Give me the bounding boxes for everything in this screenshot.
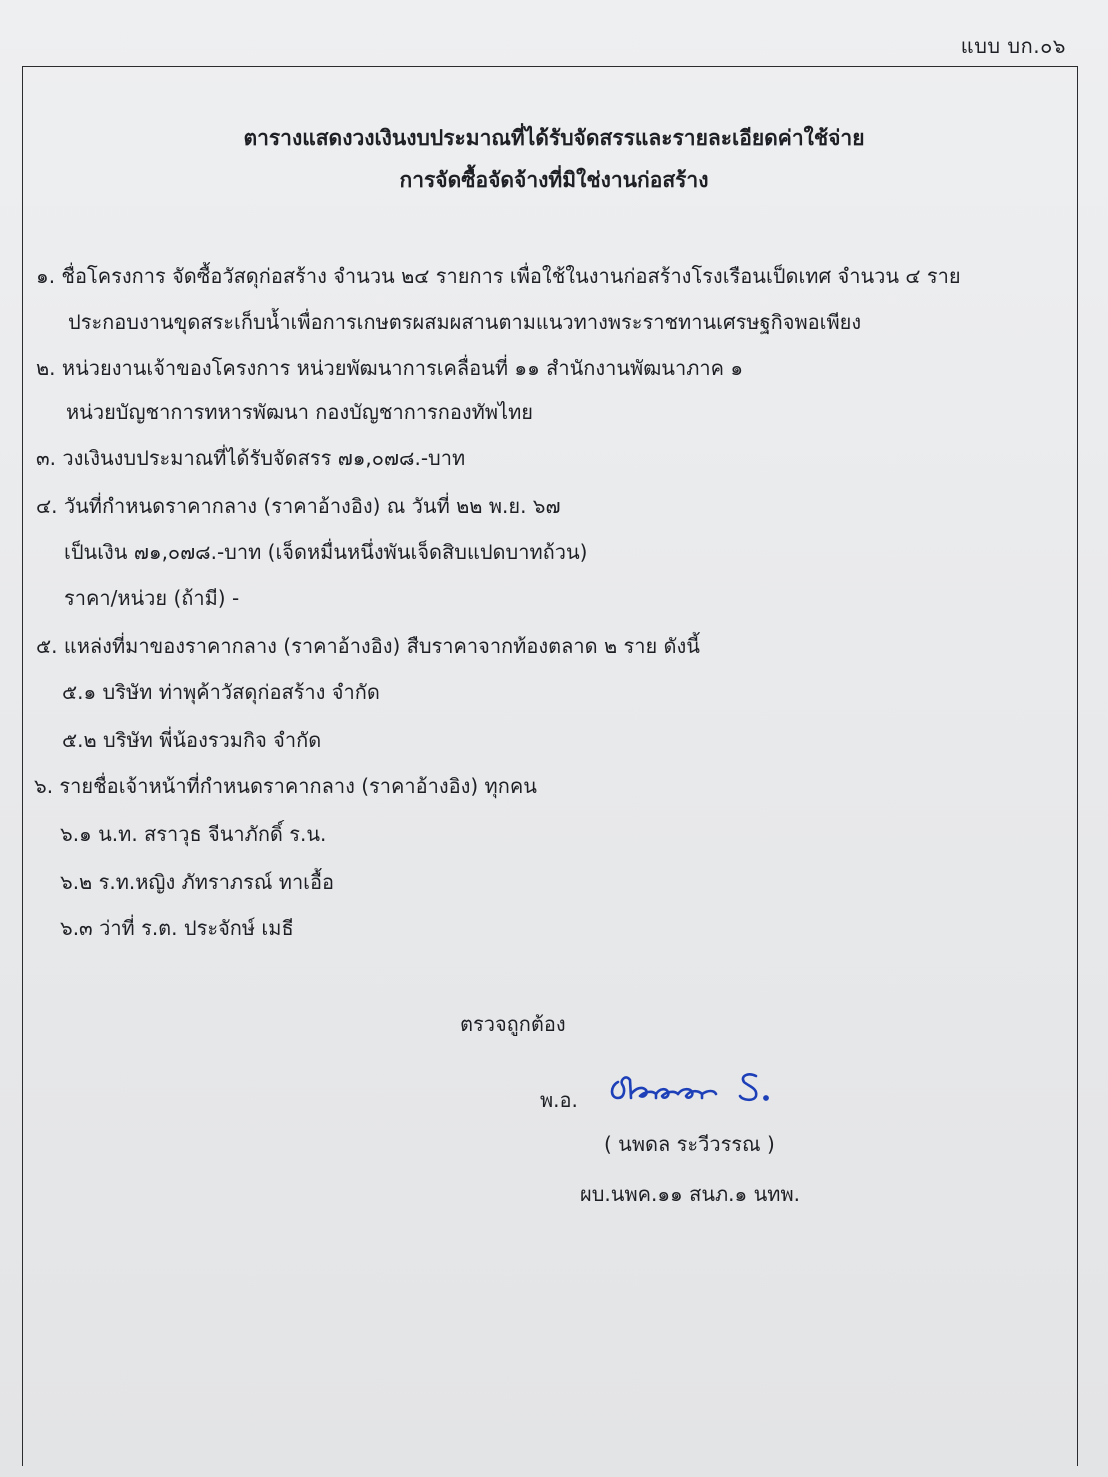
signer-position: ผบ.นพค.๑๑ สนภ.๑ นทพ.: [580, 1182, 800, 1206]
item-2-owner-unit-cont: หน่วยบัญชาการทหารพัฒนา กองบัญชาการกองทัพไทย: [66, 400, 534, 424]
form-code: แบบ บก.๐๖: [960, 34, 1066, 58]
document-title-line-1: ตารางแสดงวงเงินงบประมาณที่ได้รับจัดสรรและรายละเอียดค่าใช้จ่าย: [243, 126, 865, 150]
item-5-2-company: ๕.๒ บริษัท พี่น้องรวมกิจ จำกัด: [62, 728, 322, 752]
item-1-project-name-cont: ประกอบงานขุดสระเก็บน้ำเพื่อการเกษตรผสมผสานตามแนวทางพระราชทานเศรษฐกิจพอเพียง: [68, 310, 862, 334]
item-4-amount: เป็นเงิน ๗๑,๐๗๘.-บาท (เจ็ดหมื่นหนึ่งพันเจ็ดสิบแปดบาทถ้วน): [64, 540, 588, 564]
item-2-owner-unit: ๒. หน่วยงานเจ้าของโครงการ หน่วยพัฒนาการเคลื่อนที่ ๑๑ สำนักงานพัฒนาภาค ๑: [36, 356, 744, 380]
signer-rank: พ.อ.: [540, 1088, 578, 1112]
item-6-1-officer: ๖.๑ น.ท. สราวุธ จีนาภักดิ์ ร.น.: [60, 822, 327, 846]
item-5-1-company: ๕.๑ บริษัท ท่าพุค้าวัสดุก่อสร้าง จำกัด: [62, 680, 380, 704]
handwritten-signature: [604, 1064, 784, 1114]
item-4-unit-price: ราคา/หน่วย (ถ้ามี) -: [64, 586, 240, 610]
item-6-2-officer: ๖.๒ ร.ท.หญิง ภัทราภรณ์ ทาเอื้อ: [60, 870, 335, 894]
item-1-project-name: ๑. ชื่อโครงการ จัดซื้อวัสดุก่อสร้าง จำนวน ๒๔ รายการ เพื่อใช้ในงานก่อสร้างโรงเรือนเป็ดเทศ จำนวน ๔ ราย: [36, 264, 961, 288]
document-title-line-2: การจัดซื้อจัดจ้างที่มิใช่งานก่อสร้าง: [399, 168, 709, 192]
verified-label: ตรวจถูกต้อง: [460, 1012, 566, 1036]
item-4-reference-date: ๔. วันที่กำหนดราคากลาง (ราคาอ้างอิง) ณ วันที่ ๒๒ พ.ย. ๖๗: [36, 494, 561, 518]
signer-name: ( นพดล ระวีวรรณ ): [604, 1132, 775, 1156]
item-6-3-officer: ๖.๓ ว่าที่ ร.ต. ประจักษ์ เมธี: [60, 916, 294, 940]
item-6-officers: ๖. รายชื่อเจ้าหน้าที่กำหนดราคากลาง (ราคาอ้างอิง) ทุกคน: [34, 774, 537, 798]
item-5-price-source: ๕. แหล่งที่มาของราคากลาง (ราคาอ้างอิง) สืบราคาจากท้องตลาด ๒ ราย ดังนี้: [36, 634, 700, 658]
item-3-budget: ๓. วงเงินงบประมาณที่ได้รับจัดสรร ๗๑,๐๗๘.-บาท: [36, 446, 466, 470]
